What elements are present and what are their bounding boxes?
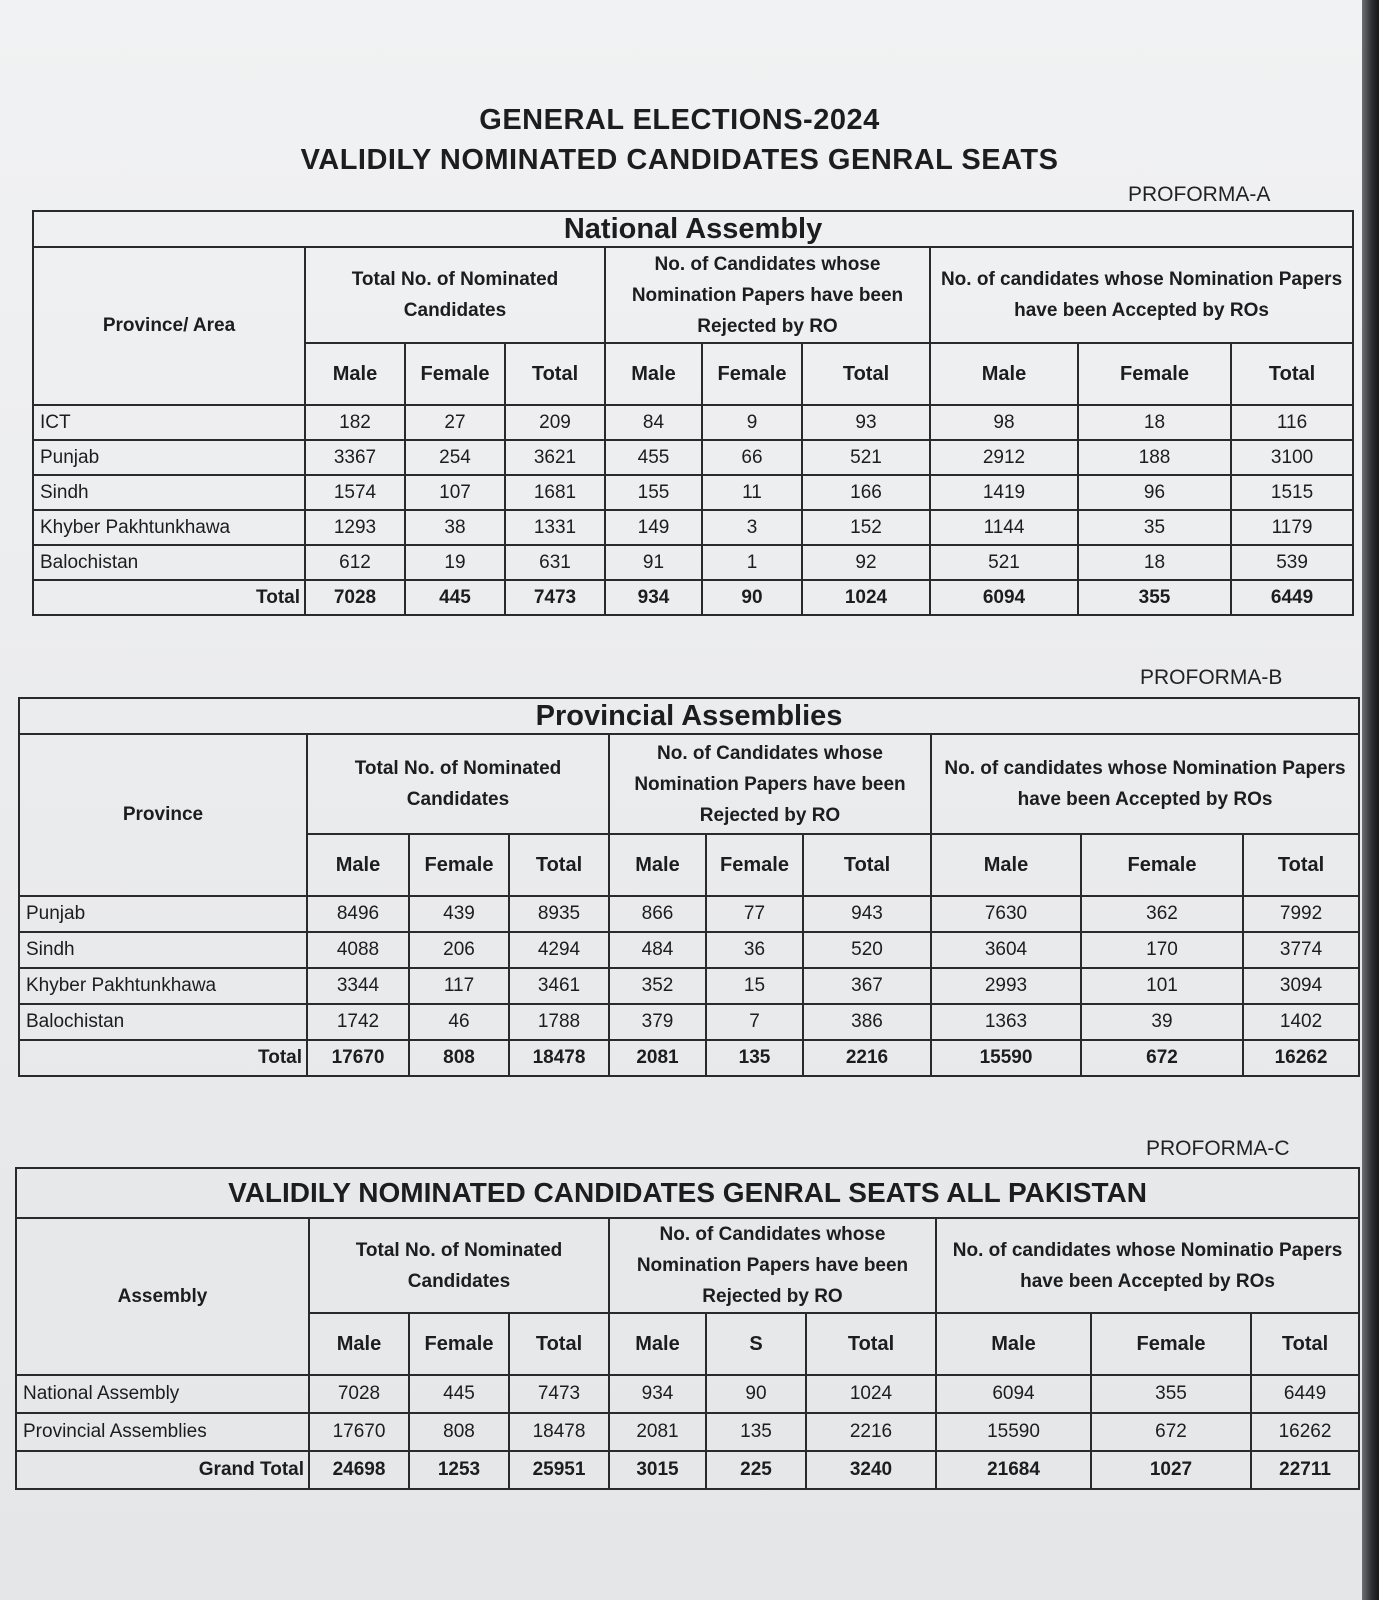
data-cell: 35 (1078, 510, 1231, 545)
data-cell: 155 (605, 475, 702, 510)
row-label: Balochistan (33, 545, 305, 580)
data-cell: 96 (1078, 475, 1231, 510)
data-cell: 1363 (931, 1004, 1081, 1040)
data-cell: 1515 (1231, 475, 1353, 510)
data-cell: 11 (702, 475, 802, 510)
total-row (19, 1040, 1359, 1076)
data-cell: 521 (930, 545, 1078, 580)
column-subheader: Total (803, 834, 931, 896)
data-cell: 2993 (931, 968, 1081, 1004)
data-cell: 117 (409, 968, 509, 1004)
row-label: Sindh (33, 475, 305, 510)
group-header-rejected: No. of Candidates whose Nomination Papers have been Rejected by RO (605, 247, 930, 343)
table-row (19, 968, 1359, 1004)
data-cell: 455 (605, 440, 702, 475)
data-cell: 39 (1081, 1004, 1243, 1040)
column-subheader: Female (409, 834, 509, 896)
page-edge-shadow (1362, 0, 1379, 1600)
data-cell: 24698 (309, 1451, 409, 1489)
data-cell: 38 (405, 510, 505, 545)
column-subheader: Total (806, 1313, 936, 1375)
total-label: Total (33, 580, 305, 615)
data-cell: 808 (409, 1040, 509, 1076)
group-header-rejected: No. of Candidates whose Nomination Papers have been Rejected by RO (609, 1218, 936, 1313)
data-cell: 135 (706, 1040, 803, 1076)
data-cell: 135 (706, 1413, 806, 1451)
column-subheader: Male (930, 343, 1078, 405)
data-cell: 107 (405, 475, 505, 510)
data-cell: 2081 (609, 1413, 706, 1451)
data-cell: 209 (505, 405, 605, 440)
data-cell: 66 (702, 440, 802, 475)
data-cell: 1293 (305, 510, 405, 545)
data-cell: 90 (702, 580, 802, 615)
data-cell: 3604 (931, 932, 1081, 968)
data-cell: 672 (1091, 1413, 1251, 1451)
data-cell: 352 (609, 968, 706, 1004)
data-cell: 484 (609, 932, 706, 968)
data-cell: 808 (409, 1413, 509, 1451)
table-row (19, 932, 1359, 968)
data-cell: 3461 (509, 968, 609, 1004)
column-subheader: Female (409, 1313, 509, 1375)
data-cell: 15 (706, 968, 803, 1004)
data-cell: 934 (609, 1375, 706, 1413)
data-cell: 166 (802, 475, 930, 510)
table-row (19, 1004, 1359, 1040)
data-cell: 149 (605, 510, 702, 545)
data-cell: 3774 (1243, 932, 1359, 968)
data-cell: 6449 (1251, 1375, 1359, 1413)
data-cell: 77 (706, 896, 803, 932)
data-cell: 3100 (1231, 440, 1353, 475)
data-cell: 943 (803, 896, 931, 932)
table-row (16, 1375, 1359, 1413)
data-cell: 3 (702, 510, 802, 545)
data-cell: 362 (1081, 896, 1243, 932)
row-label: Punjab (33, 440, 305, 475)
table-row (33, 545, 1353, 580)
data-cell: 8935 (509, 896, 609, 932)
data-cell: 98 (930, 405, 1078, 440)
data-cell: 3344 (307, 968, 409, 1004)
data-cell: 92 (802, 545, 930, 580)
column-subheader: Female (1078, 343, 1231, 405)
data-cell: 254 (405, 440, 505, 475)
data-cell: 7473 (505, 580, 605, 615)
data-cell: 170 (1081, 932, 1243, 968)
data-cell: 1419 (930, 475, 1078, 510)
data-cell: 206 (409, 932, 509, 968)
table-row (33, 405, 1353, 440)
total-label: Total (19, 1040, 307, 1076)
column-subheader: Male (309, 1313, 409, 1375)
data-cell: 672 (1081, 1040, 1243, 1076)
data-cell: 6094 (936, 1375, 1091, 1413)
document-title: GENERAL ELECTIONS-2024 (479, 104, 880, 136)
data-cell: 7473 (509, 1375, 609, 1413)
data-cell: 7028 (305, 580, 405, 615)
data-cell: 18478 (509, 1413, 609, 1451)
group-header-accepted: No. of candidates whose Nomination Papers have been Accepted by ROs (931, 734, 1359, 834)
column-subheader: Total (1231, 343, 1353, 405)
column-subheader: Male (931, 834, 1081, 896)
data-cell: 21684 (936, 1451, 1091, 1489)
column-subheader: Male (307, 834, 409, 896)
column-subheader: Female (706, 834, 803, 896)
data-cell: 19 (405, 545, 505, 580)
row-label: Balochistan (19, 1004, 307, 1040)
data-cell: 2081 (609, 1040, 706, 1076)
data-cell: 6449 (1231, 580, 1353, 615)
data-cell: 93 (802, 405, 930, 440)
data-cell: 6094 (930, 580, 1078, 615)
data-cell: 1179 (1231, 510, 1353, 545)
data-cell: 22711 (1251, 1451, 1359, 1489)
data-cell: 539 (1231, 545, 1353, 580)
data-cell: 1 (702, 545, 802, 580)
data-cell: 1024 (802, 580, 930, 615)
row-label: National Assembly (16, 1375, 309, 1413)
data-cell: 17670 (309, 1413, 409, 1451)
data-cell: 15590 (931, 1040, 1081, 1076)
column-subheader: Female (1081, 834, 1243, 896)
data-cell: 36 (706, 932, 803, 968)
data-cell: 1681 (505, 475, 605, 510)
data-cell: 1402 (1243, 1004, 1359, 1040)
column-subheader: Total (509, 834, 609, 896)
data-cell: 7028 (309, 1375, 409, 1413)
data-cell: 1027 (1091, 1451, 1251, 1489)
data-cell: 7992 (1243, 896, 1359, 932)
data-cell: 16262 (1243, 1040, 1359, 1076)
proforma-a-label: PROFORMA-A (1128, 183, 1271, 206)
data-cell: 521 (802, 440, 930, 475)
provincial-assemblies-table (18, 697, 1360, 1077)
data-cell: 4294 (509, 932, 609, 968)
group-header-nominated: Total No. of Nominated Candidates (305, 247, 605, 343)
data-cell: 91 (605, 545, 702, 580)
column-subheader: Female (1091, 1313, 1251, 1375)
data-cell: 4088 (307, 932, 409, 968)
data-cell: 2216 (803, 1040, 931, 1076)
column-subheader: Total (505, 343, 605, 405)
column-subheader: Total (509, 1313, 609, 1375)
column-subheader: Total (1251, 1313, 1359, 1375)
national-assembly-table (32, 210, 1354, 616)
data-cell: 3094 (1243, 968, 1359, 1004)
data-cell: 7630 (931, 896, 1081, 932)
total-label: Grand Total (16, 1451, 309, 1489)
row-label: Khyber Pakhtunkhawa (19, 968, 307, 1004)
table-row (33, 475, 1353, 510)
column-subheader: Male (609, 834, 706, 896)
data-cell: 25951 (509, 1451, 609, 1489)
document-subtitle: VALIDILY NOMINATED CANDIDATES GENRAL SEATS (300, 144, 1059, 176)
group-header-rejected: No. of Candidates whose Nomination Papers have been Rejected by RO (609, 734, 931, 834)
proforma-b-block (18, 697, 1358, 1077)
table-row (33, 440, 1353, 475)
data-cell: 520 (803, 932, 931, 968)
data-cell: 2912 (930, 440, 1078, 475)
data-cell: 866 (609, 896, 706, 932)
row-label: Khyber Pakhtunkhawa (33, 510, 305, 545)
data-cell: 3240 (806, 1451, 936, 1489)
table-row (19, 896, 1359, 932)
data-cell: 182 (305, 405, 405, 440)
data-cell: 1024 (806, 1375, 936, 1413)
column-header-province: Province/ Area (33, 247, 305, 405)
proforma-c-label: PROFORMA-C (1146, 1137, 1290, 1160)
column-subheader: Female (702, 343, 802, 405)
data-cell: 386 (803, 1004, 931, 1040)
data-cell: 1788 (509, 1004, 609, 1040)
column-subheader: Male (605, 343, 702, 405)
table-title: National Assembly (33, 211, 1353, 247)
data-cell: 355 (1078, 580, 1231, 615)
data-cell: 1574 (305, 475, 405, 510)
data-cell: 18 (1078, 405, 1231, 440)
data-cell: 16262 (1251, 1413, 1359, 1451)
data-cell: 225 (706, 1451, 806, 1489)
column-header-province: Province (19, 734, 307, 896)
total-row (16, 1451, 1359, 1489)
data-cell: 379 (609, 1004, 706, 1040)
proforma-c-block (15, 1167, 1358, 1490)
data-cell: 15590 (936, 1413, 1091, 1451)
data-cell: 1742 (307, 1004, 409, 1040)
column-subheader: Male (609, 1313, 706, 1375)
group-header-accepted: No. of candidates whose Nomination Papers have been Accepted by ROs (930, 247, 1353, 343)
data-cell: 46 (409, 1004, 509, 1040)
row-label: Sindh (19, 932, 307, 968)
data-cell: 631 (505, 545, 605, 580)
column-subheader: Total (1243, 834, 1359, 896)
table-row (33, 510, 1353, 545)
proforma-a-block (32, 210, 1352, 616)
data-cell: 101 (1081, 968, 1243, 1004)
proforma-b-label: PROFORMA-B (1140, 666, 1283, 689)
data-cell: 355 (1091, 1375, 1251, 1413)
table-title: VALIDILY NOMINATED CANDIDATES GENRAL SEATS ALL PAKISTAN (16, 1168, 1359, 1218)
data-cell: 1253 (409, 1451, 509, 1489)
table-title: Provincial Assemblies (19, 698, 1359, 734)
row-label: ICT (33, 405, 305, 440)
data-cell: 90 (706, 1375, 806, 1413)
table-row (16, 1413, 1359, 1451)
data-cell: 7 (706, 1004, 803, 1040)
data-cell: 3015 (609, 1451, 706, 1489)
data-cell: 1144 (930, 510, 1078, 545)
data-cell: 445 (409, 1375, 509, 1413)
data-cell: 8496 (307, 896, 409, 932)
data-cell: 84 (605, 405, 702, 440)
column-subheader: Female (405, 343, 505, 405)
data-cell: 445 (405, 580, 505, 615)
data-cell: 612 (305, 545, 405, 580)
data-cell: 152 (802, 510, 930, 545)
column-header-assembly: Assembly (16, 1218, 309, 1375)
total-row (33, 580, 1353, 615)
group-header-nominated: Total No. of Nominated Candidates (307, 734, 609, 834)
data-cell: 3621 (505, 440, 605, 475)
column-subheader: Male (936, 1313, 1091, 1375)
data-cell: 9 (702, 405, 802, 440)
data-cell: 1331 (505, 510, 605, 545)
data-cell: 18478 (509, 1040, 609, 1076)
data-cell: 27 (405, 405, 505, 440)
data-cell: 2216 (806, 1413, 936, 1451)
data-cell: 439 (409, 896, 509, 932)
data-cell: 3367 (305, 440, 405, 475)
group-header-nominated: Total No. of Nominated Candidates (309, 1218, 609, 1313)
row-label: Punjab (19, 896, 307, 932)
all-pakistan-table (15, 1167, 1360, 1490)
column-subheader: Male (305, 343, 405, 405)
data-cell: 934 (605, 580, 702, 615)
data-cell: 367 (803, 968, 931, 1004)
group-header-accepted: No. of candidates whose Nominatio Papers have been Accepted by ROs (936, 1218, 1359, 1313)
row-label: Provincial Assemblies (16, 1413, 309, 1451)
data-cell: 18 (1078, 545, 1231, 580)
column-subheader: S (706, 1313, 806, 1375)
column-subheader: Total (802, 343, 930, 405)
data-cell: 188 (1078, 440, 1231, 475)
data-cell: 116 (1231, 405, 1353, 440)
data-cell: 17670 (307, 1040, 409, 1076)
